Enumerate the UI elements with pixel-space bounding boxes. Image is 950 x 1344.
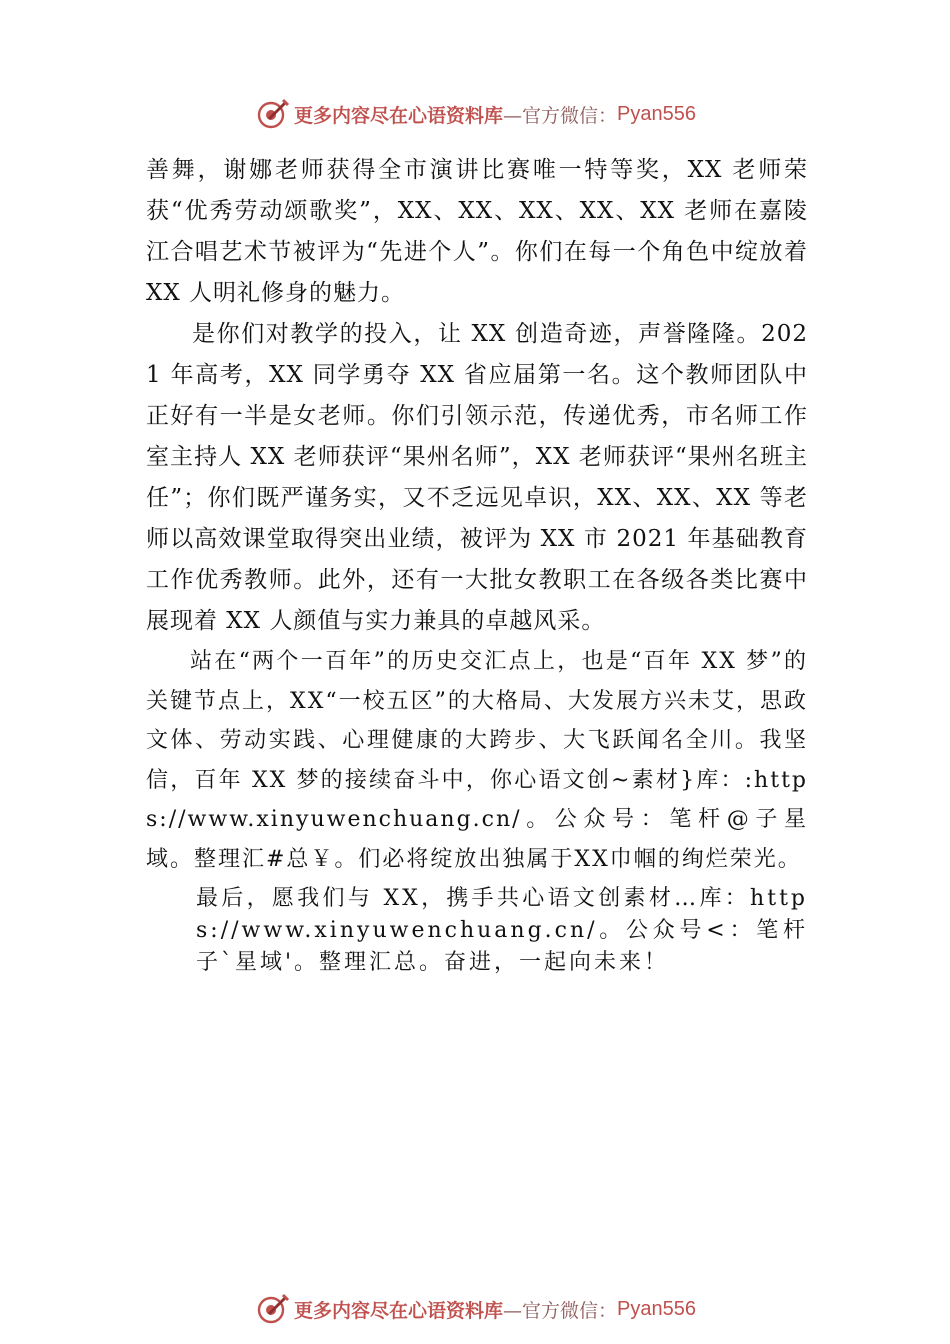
footer-banner <box>0 1289 950 1329</box>
pen-circle-icon <box>254 96 290 132</box>
pen-circle-icon <box>254 1291 290 1327</box>
header-brand-text: 更多内容尽在心语资料库 <box>294 104 504 127</box>
header-banner <box>0 94 950 134</box>
footer-brand-text: 更多内容尽在心语资料库 <box>294 1299 504 1322</box>
header-separator-text: —官方微信： <box>503 104 618 127</box>
paragraph-3: 站在“两个一百年”的历史交汇点上，也是“百年 XX 梦”的关键节点上，XX“一校五区”的大格局、大发展方兴未艾，思政文体、劳动实践、心理健康的大跨步、大飞跃闻名全川。我坚信，百年 XX 梦的接续奋斗中，你心语文创~素材}库：:https://www.xinyuwenchuang.cn/。公众号：笔杆@子星域。整理汇#总￥。们必将绽放出独属于XX巾帼的绚烂荣光。 <box>146 649 808 872</box>
paragraph-4: 最后，愿我们与 XX，携手共心语文创素材…库：https://www.xinyuwenchuang.cn/。公众号<：笔杆子`星域'。整理汇总。奋进，一起向未来！ <box>196 886 808 975</box>
paragraph-1: 善舞，谢娜老师获得全市演讲比赛唯一特等奖，XX 老师荣获“优秀劳动颂歌奖”，XX、XX、XX、XX、XX 老师在嘉陵江合唱艺术节被评为“先进个人”。你们在每一个角色中绽放着 XX 人明礼修身的魅力。 <box>146 157 808 306</box>
header-wechat-handle: Pyan556 <box>617 102 696 125</box>
footer-wechat-handle: Pyan556 <box>617 1297 696 1320</box>
document-body <box>146 150 808 979</box>
paragraph-2: 是你们对教学的投入，让 XX 创造奇迹，声誉隆隆。2021 年高考，XX 同学勇夺 XX 省应届第一名。这个教师团队中正好有一半是女老师。你们引领示范，传递优秀，市名师工作室主持人 XX 老师获评“果州名师”，XX 老师获评“果州名班主任”；你们既严谨务实，又不乏远见卓识，XX、XX、XX 等老师以高效课堂取得突出业绩，被评为 XX 市 2021 年基础教育工作优秀教师。此外，还有一大批女教职工在各级各类比赛中展现着 XX 人颜值与实力兼具的卓越风采。 <box>146 321 808 634</box>
footer-separator-text: —官方微信： <box>503 1299 618 1322</box>
